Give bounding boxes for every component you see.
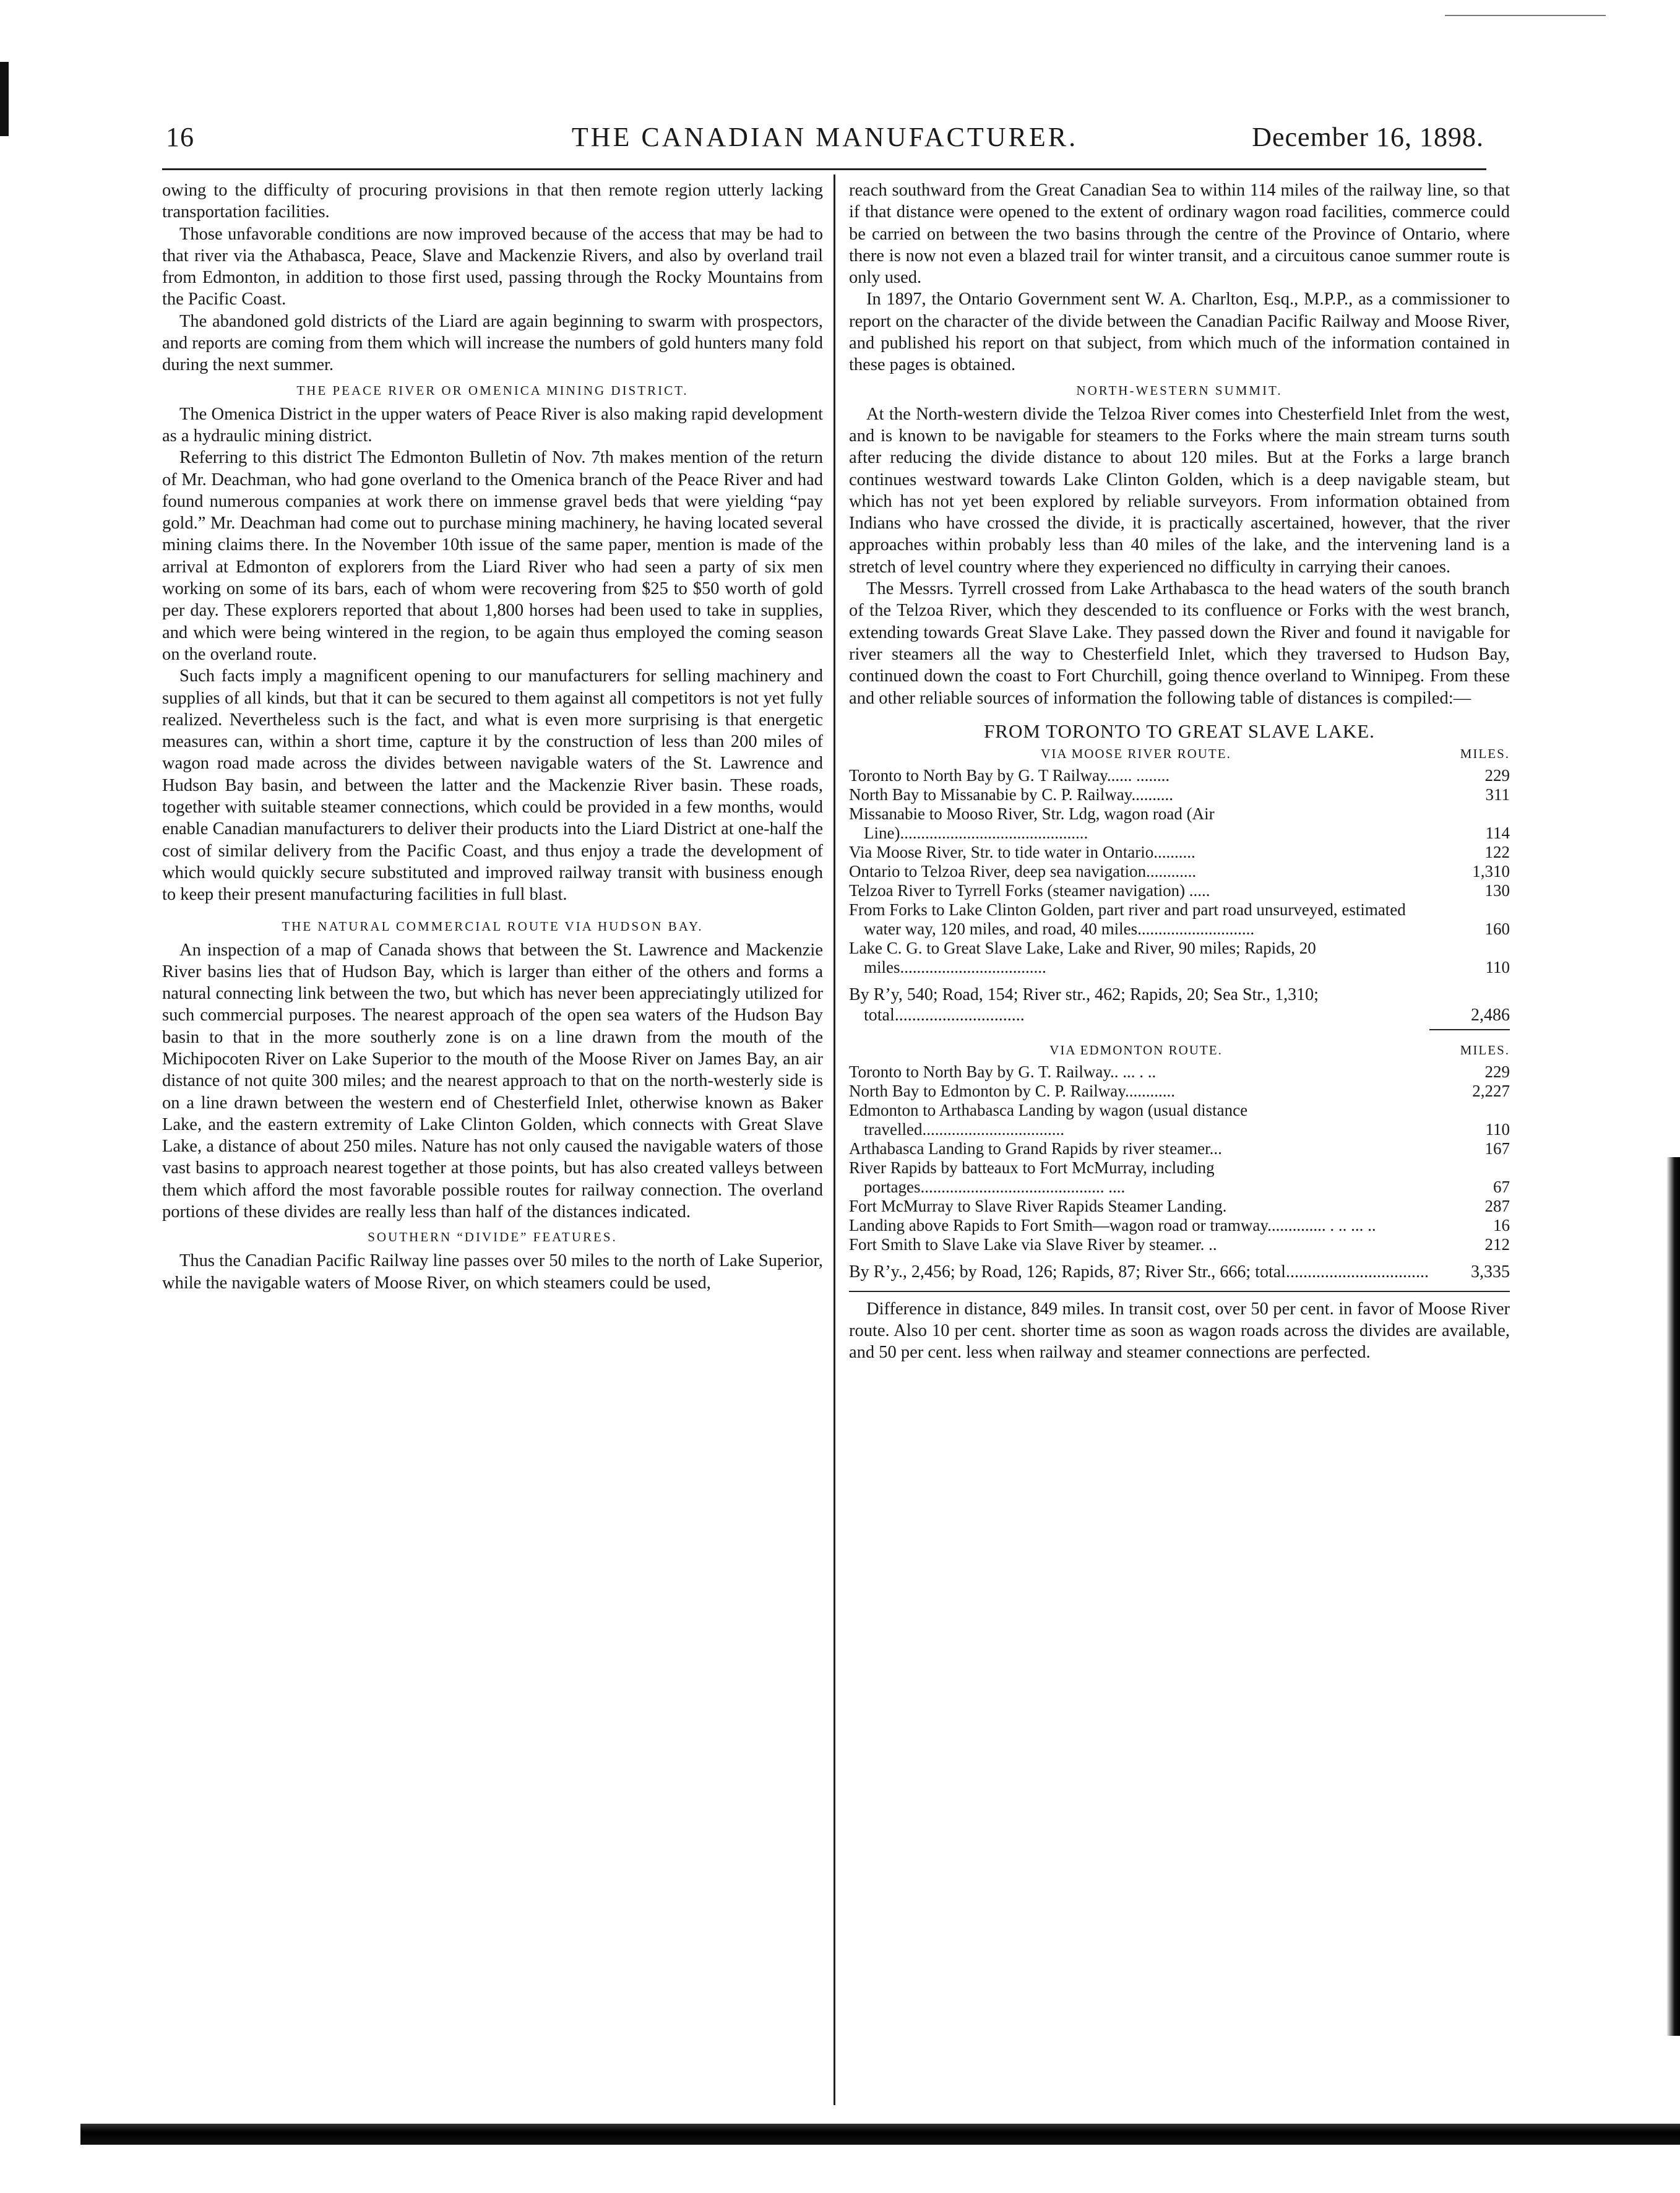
row-text: Missanabie to Mooso River, Str. Ldg, wagon road (Air Line)............................................. [849,804,1215,842]
row-miles: 311 [1485,785,1510,804]
row-text: North Bay to Edmonton by C. P. Railway............ [849,1081,1175,1100]
row-miles: 160 [1484,919,1510,938]
right-column [849,179,1510,1364]
paragraph: Thus the Canadian Pacific Railway line passes over 50 miles to the north of Lake Superior, while the navigable waters of Moose River, on which steamers could be used, [162,1251,823,1293]
row-miles: 167 [1484,1139,1510,1158]
table-row [849,1062,1510,1082]
row-miles: 110 [1485,1119,1510,1139]
section-heading: NORTH-WESTERN SUMMIT. [1076,382,1283,398]
table-header [849,1043,1510,1062]
table-row [849,766,1510,785]
table-row [849,881,1510,900]
paragraph: The Omenica District in the upper waters of Peace River is also making rapid development as a hydraulic mining district. [162,404,823,446]
table-row [849,1101,1510,1139]
paragraph: Referring to this district The Edmonton Bulletin of Nov. 7th makes mention of the return of Mr. Deachman, who had gone overland to the Omenica branch of the Peace River and had found numerous companies at work there on immense gravel beds that were yielding “pay gold.” Mr. Deachman had come out to purchase mining machinery, he having located several mining claims there. In the November 10th issue of the same paper, mention is made of the arrival at Edmonton of explorers from the Liard River who had seen a party of six men working on some of its bars, each of whom were recovering from $25 to $50 worth of gold per day. These explorers reported that about 1,800 horses had been used to take in supplies, and which were being wintered in the region, to be again thus employed the coming season on the overland route. [162,448,823,664]
distance-table-moose-river [849,746,1510,1030]
table-row [849,804,1510,843]
row-miles: 122 [1484,842,1510,861]
paragraph: In 1897, the Ontario Government sent W. A. Charlton, Esq., M.P.P., as a commissioner to report on the character of the divide between the Canadian Pacific Railway and Moose River, and published his report on that subject, from which much of the information contained in these pages is obtained. [849,290,1510,375]
paragraph: Difference in distance, 849 miles. In transit cost, over 50 per cent. in favor of Moose River route. Also 10 per cent. shorter time as soon as wagon roads across the divides are available, and 50 per cent. less when railway and steamer connections are perfected. [849,1299,1510,1363]
total-miles: 2,486 [1471,1005,1510,1025]
page-number: 16 [166,122,194,152]
distance-table-edmonton [849,1043,1510,1292]
row-miles: 229 [1484,765,1510,785]
table-row [849,785,1510,804]
row-miles: 130 [1484,881,1510,900]
row-text: Toronto to North Bay by G. T Railway...... ........ [849,765,1170,785]
table-row [849,1082,1510,1101]
scan-edge-top [1445,15,1606,16]
row-text: Telzoa River to Tyrrell Forks (steamer navigation) ..... [849,881,1210,900]
row-miles: 2,227 [1472,1081,1510,1100]
table-row [849,1158,1510,1197]
row-miles: 212 [1484,1234,1510,1254]
table-row [849,900,1510,939]
row-text: Arthabasca Landing to Grand Rapids by river steamer... [849,1139,1222,1158]
scan-edge-right [1666,1157,1680,2036]
row-miles: 114 [1485,823,1510,842]
table-row [849,1235,1510,1254]
miles-label: MILES. [1460,746,1510,761]
row-text: Fort Smith to Slave Lake via Slave River by steamer. .. [849,1234,1217,1254]
total-miles: 3,335 [1471,1262,1510,1282]
row-miles: 1,310 [1472,861,1510,881]
route-label: VIA EDMONTON ROUTE. [1049,1042,1223,1058]
miles-label: MILES. [1460,1042,1510,1058]
row-text: River Rapids by batteaux to Fort McMurray, including portages............................................ .... [849,1158,1215,1196]
left-column [162,179,823,1294]
table-total-row [849,1262,1510,1282]
paragraph: owing to the difficulty of procuring provisions in that then remote region utterly lacking transportation facilities. [162,181,823,222]
table-row [849,862,1510,881]
row-text: Edmonton to Arthabasca Landing by wagon (usual distance travelled.................................. [849,1100,1248,1139]
publication-title: THE CANADIAN MANUFACTURER. [571,122,1079,152]
table-row [849,1197,1510,1216]
paragraph: An inspection of a map of Canada shows that between the St. Lawrence and Mackenzie River basins lies that of Hudson Bay, which is larger than either of the others and forms a natural connecting link between the two, but which has never been appreciatingly utilized for such commercial purposes. The nearest approach of the open sea waters of the Hudson Bay basin to that in the more southerly zone is on a line drawn from the mouth of the Michipocoten River on Lake Superior to the mouth of the Moose River on James Bay, an air distance of not quite 300 miles; and the nearest approach to that on the north-westerly side is on a line drawn between the western end of Chesterfield Inlet, otherwise known as Baker Lake, and the eastern extremity of Lake Clinton Golden, which connects with Great Slave Lake, a distance of about 250 miles. Nature has not only caused the navigable waters of those vast basins to approach nearest together at those points, but has also created valleys between them which afford the most favorable possible routes for railway connection. The overland portions of these divides are really less than half of the distances indicated. [162,940,823,1222]
row-text: From Forks to Lake Clinton Golden, part river and part road unsurveyed, estimated water way, 120 miles, and road, 40 miles............................ [849,900,1406,938]
paragraph: reach southward from the Great Canadian Sea to within 114 miles of the railway line, so that if that distance were opened to the extent of ordinary wagon road facilities, commerce could be carried on between the two basins through the centre of the Province of Ontario, where there is now not even a blazed trail for winter transit, and a circuitous canoe summer route is only used. [849,181,1510,288]
scan-edge-left [0,62,9,136]
row-miles: 287 [1484,1196,1510,1215]
section-heading: THE NATURAL COMMERCIAL ROUTE VIA HUDSON BAY. [282,918,704,934]
row-text: Via Moose River, Str. to tide water in Ontario.......... [849,842,1195,861]
table-row [849,1216,1510,1235]
row-miles: 67 [1493,1177,1510,1196]
table-header [849,746,1510,766]
row-text: Fort McMurray to Slave River Rapids Steamer Landing. [849,1196,1227,1215]
column-divider [834,174,835,2105]
table-row [849,939,1510,977]
row-miles: 16 [1493,1215,1510,1234]
page-header [166,121,1484,161]
row-miles: 110 [1485,957,1510,976]
section-heading: SOUTHERN “DIVIDE” FEATURES. [368,1230,618,1245]
row-text: Ontario to Telzoa River, deep sea navigation............ [849,861,1197,881]
total-text: By R’y, 540; Road, 154; River str., 462; Rapids, 20; Sea Str., 1,310; total.............................. [849,984,1319,1025]
row-miles: 229 [1484,1062,1510,1081]
header-rule [162,168,1486,170]
scan-edge-bottom [80,2124,1680,2145]
distance-table-title: FROM TORONTO TO GREAT SLAVE LAKE. [984,720,1375,742]
issue-date: December 16, 1898. [1252,122,1484,152]
section-heading: THE PEACE RIVER OR OMENICA MINING DISTRICT. [296,382,689,398]
row-text: Toronto to North Bay by G. T. Railway.. ... . .. [849,1062,1157,1081]
row-text: Landing above Rapids to Fort Smith—wagon road or tramway.............. . .. ... .. [849,1215,1376,1234]
paragraph: At the North-western divide the Telzoa River comes into Chesterfield Inlet from the west, and is known to be navigable for steamers to the Forks where the main stream turns south after reducing the divide distance to about 120 miles. But at the Forks a large branch continues westward towards Lake Clinton Golden, which is a deep navigable steam, but which has not yet been explored by reliable surveyors. From information obtained from Indians who have crossed the divide, it is practically ascertained, however, that the river approaches within probably less than 40 miles of the lake, and the intervening land is a stretch of level country where they experienced no difficulty in carrying their canoes. [849,404,1510,577]
paragraph: The abandoned gold districts of the Liard are again beginning to swarm with prospectors, and reports are coming from them which will increase the numbers of gold hunters many fold during the next summer. [162,311,823,375]
table-total-row [849,984,1510,1025]
paragraph: The Messrs. Tyrrell crossed from Lake Arthabasca to the head waters of the south branch of the Telzoa River, which they descended to its confluence or Forks with the west branch, extending towards Great Slave Lake. They passed down the River and found it navigable for river steamers all the way to Chesterfield Inlet, which they traversed to Hudson Bay, continued down the coast to Fort Churchill, going thence overland to Winnipeg. From these and other reliable sources of information the following table of distances is compiled:— [849,579,1510,708]
paragraph: Such facts imply a magnificent opening to our manufacturers for selling machinery and supplies of all kinds, but that it can be secured to them against all competitors is not yet fully realized. Nevertheless such is the fact, and what is even more surprising is that energetic measures can, within a short time, capture it by the construction of less than 200 miles of wagon road made across the divides between navigable waters of the St. Lawrence and Hudson Bay basin, and between the latter and the Mackenzie River basin. These roads, together with suitable steamer connections, which could be provided in a few months, would enable Canadian manufacturers to deliver their products into the Liard District at one-half the cost of similar delivery from the Pacific Coast, and thus enjoy a trade the development of which would quickly secure substituted and improved railway transit with business enough to keep their present manufacturing facilities in full blast. [162,666,823,905]
paragraph: Those unfavorable conditions are now improved because of the access that may be had to that river via the Athabasca, Peace, Slave and Mackenzie Rivers, and also by overland trail from Edmonton, in addition to those first used, passing through the Rocky Mountains from the Pacific Coast. [162,224,823,309]
row-text: Lake C. G. to Great Slave Lake, Lake and River, 90 miles; Rapids, 20 miles................................... [849,938,1316,976]
total-text: By R’y., 2,456; by Road, 126; Rapids, 87; River Str., 666; total................................. [849,1262,1429,1282]
route-label: VIA MOOSE RIVER ROUTE. [1041,746,1231,761]
table-row [849,1139,1510,1158]
row-text: North Bay to Missanabie by C. P. Railway.......... [849,785,1173,804]
table-end-rule [849,1291,1510,1292]
table-row [849,843,1510,862]
